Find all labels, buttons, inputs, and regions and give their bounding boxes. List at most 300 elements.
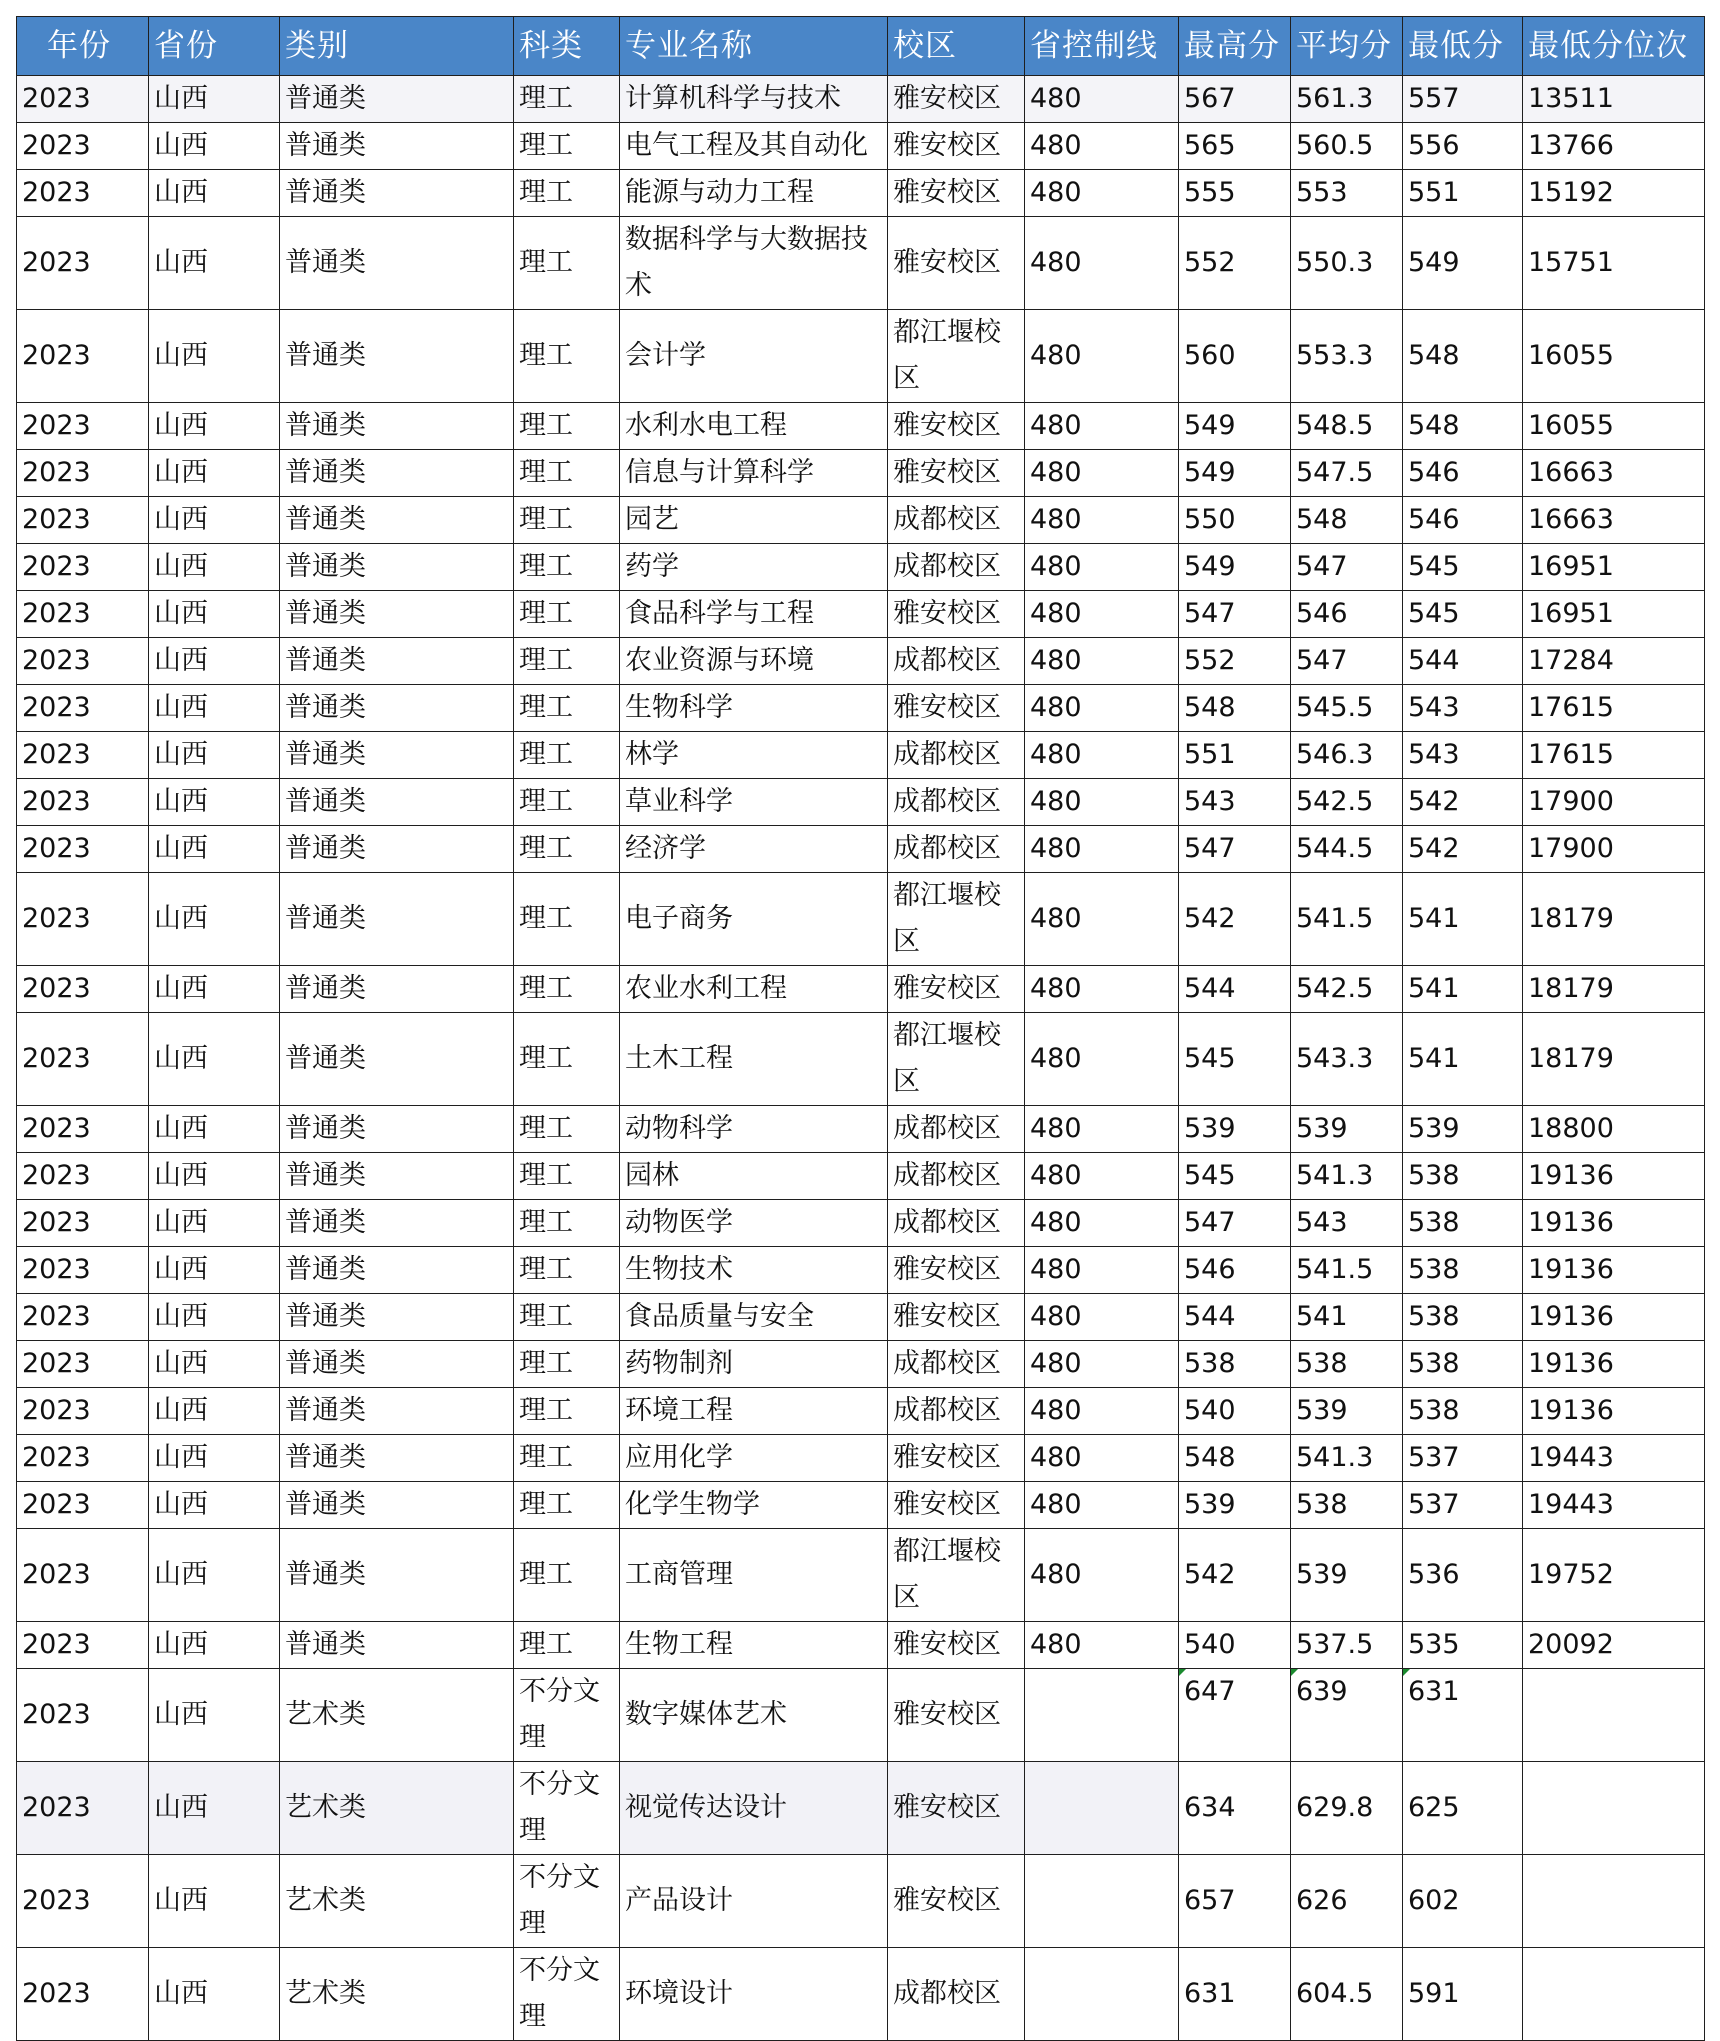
cell-campus: 都江堰校区 (888, 1529, 1025, 1622)
header-control-line: 省控制线 (1025, 17, 1179, 76)
cell-year: 2023 (17, 403, 149, 450)
cell-min-rank: 15751 (1523, 217, 1705, 310)
cell-control-line: 480 (1025, 873, 1179, 966)
cell-major-name: 动物科学 (620, 1106, 888, 1153)
cell-min-rank: 16951 (1523, 591, 1705, 638)
cell-year: 2023 (17, 1153, 149, 1200)
cell-max-score: 634 (1179, 1762, 1291, 1855)
cell-category: 普通类 (280, 966, 514, 1013)
cell-province: 山西 (149, 1341, 280, 1388)
cell-min-score: 546 (1403, 450, 1523, 497)
cell-avg-score: 542.5 (1291, 779, 1403, 826)
cell-year: 2023 (17, 638, 149, 685)
cell-avg-score: 553 (1291, 170, 1403, 217)
cell-campus: 雅安校区 (888, 1855, 1025, 1948)
cell-province: 山西 (149, 1669, 280, 1762)
cell-year: 2023 (17, 1482, 149, 1529)
cell-province: 山西 (149, 1622, 280, 1669)
table-row (17, 310, 1705, 403)
cell-min-score: 602 (1403, 1855, 1523, 1948)
table-row (17, 1341, 1705, 1388)
cell-min-rank: 19136 (1523, 1153, 1705, 1200)
cell-min-score: 591 (1403, 1948, 1523, 2041)
cell-subject-type: 理工 (514, 544, 620, 591)
table-row (17, 450, 1705, 497)
cell-control-line: 480 (1025, 123, 1179, 170)
table-row (17, 1294, 1705, 1341)
cell-control-line: 480 (1025, 1247, 1179, 1294)
cell-year: 2023 (17, 1855, 149, 1948)
cell-min-rank: 19443 (1523, 1482, 1705, 1529)
cell-subject-type: 理工 (514, 310, 620, 403)
cell-major-name: 农业水利工程 (620, 966, 888, 1013)
cell-avg-score: 604.5 (1291, 1948, 1403, 2041)
cell-major-name: 数据科学与大数据技术 (620, 217, 888, 310)
cell-control-line: 480 (1025, 1388, 1179, 1435)
cell-campus: 雅安校区 (888, 403, 1025, 450)
cell-major-name: 农业资源与环境 (620, 638, 888, 685)
cell-year: 2023 (17, 170, 149, 217)
cell-min-rank: 17900 (1523, 779, 1705, 826)
cell-province: 山西 (149, 1247, 280, 1294)
cell-max-score: 540 (1179, 1622, 1291, 1669)
cell-major-name: 经济学 (620, 826, 888, 873)
cell-avg-score: 639 (1291, 1669, 1403, 1762)
cell-max-score: 542 (1179, 873, 1291, 966)
cell-min-score: 546 (1403, 497, 1523, 544)
cell-min-score: 548 (1403, 310, 1523, 403)
cell-year: 2023 (17, 217, 149, 310)
cell-category: 普通类 (280, 544, 514, 591)
cell-year: 2023 (17, 1341, 149, 1388)
cell-max-score: 547 (1179, 591, 1291, 638)
cell-max-score: 552 (1179, 217, 1291, 310)
cell-avg-score: 548 (1291, 497, 1403, 544)
cell-min-score: 538 (1403, 1153, 1523, 1200)
cell-major-name: 电子商务 (620, 873, 888, 966)
cell-province: 山西 (149, 170, 280, 217)
cell-year: 2023 (17, 1435, 149, 1482)
cell-major-name: 食品质量与安全 (620, 1294, 888, 1341)
cell-campus: 雅安校区 (888, 1622, 1025, 1669)
cell-year: 2023 (17, 497, 149, 544)
cell-avg-score: 538 (1291, 1482, 1403, 1529)
cell-subject-type: 理工 (514, 1435, 620, 1482)
table-row (17, 1013, 1705, 1106)
cell-avg-score: 626 (1291, 1855, 1403, 1948)
cell-province: 山西 (149, 450, 280, 497)
cell-province: 山西 (149, 873, 280, 966)
cell-campus: 雅安校区 (888, 1762, 1025, 1855)
cell-min-score: 538 (1403, 1294, 1523, 1341)
cell-major-name: 林学 (620, 732, 888, 779)
cell-category: 普通类 (280, 76, 514, 123)
table-row (17, 1435, 1705, 1482)
cell-major-name: 园艺 (620, 497, 888, 544)
cell-subject-type: 理工 (514, 217, 620, 310)
cell-min-score: 541 (1403, 1013, 1523, 1106)
header-campus: 校区 (888, 17, 1025, 76)
cell-campus: 雅安校区 (888, 450, 1025, 497)
cell-min-rank: 13511 (1523, 76, 1705, 123)
cell-subject-type: 理工 (514, 1106, 620, 1153)
cell-year: 2023 (17, 1948, 149, 2041)
cell-min-score: 551 (1403, 170, 1523, 217)
cell-campus: 成都校区 (888, 497, 1025, 544)
cell-province: 山西 (149, 310, 280, 403)
cell-min-score: 631 (1403, 1669, 1523, 1762)
cell-campus: 雅安校区 (888, 76, 1025, 123)
cell-min-rank: 17284 (1523, 638, 1705, 685)
cell-max-score: 540 (1179, 1388, 1291, 1435)
cell-major-name: 环境工程 (620, 1388, 888, 1435)
cell-province: 山西 (149, 217, 280, 310)
cell-avg-score: 547 (1291, 638, 1403, 685)
cell-max-score: 544 (1179, 1294, 1291, 1341)
cell-subject-type: 不分文理 (514, 1855, 620, 1948)
cell-min-score: 537 (1403, 1482, 1523, 1529)
cell-major-name: 应用化学 (620, 1435, 888, 1482)
table-row (17, 497, 1705, 544)
cell-control-line: 480 (1025, 1153, 1179, 1200)
cell-max-score: 548 (1179, 1435, 1291, 1482)
cell-category: 普通类 (280, 1013, 514, 1106)
cell-campus: 雅安校区 (888, 1482, 1025, 1529)
cell-min-rank: 16951 (1523, 544, 1705, 591)
cell-max-score: 565 (1179, 123, 1291, 170)
table-row (17, 1948, 1705, 2041)
cell-avg-score: 541.3 (1291, 1435, 1403, 1482)
cell-subject-type: 理工 (514, 1200, 620, 1247)
cell-major-name: 生物科学 (620, 685, 888, 732)
cell-subject-type: 理工 (514, 1341, 620, 1388)
cell-subject-type: 理工 (514, 779, 620, 826)
cell-control-line: 480 (1025, 1435, 1179, 1482)
cell-year: 2023 (17, 1200, 149, 1247)
cell-control-line: 480 (1025, 1013, 1179, 1106)
cell-major-name: 化学生物学 (620, 1482, 888, 1529)
cell-avg-score: 543.3 (1291, 1013, 1403, 1106)
header-major-name: 专业名称 (620, 17, 888, 76)
cell-category: 普通类 (280, 1247, 514, 1294)
cell-max-score: 545 (1179, 1153, 1291, 1200)
cell-subject-type: 理工 (514, 1247, 620, 1294)
cell-control-line: 480 (1025, 1341, 1179, 1388)
cell-min-rank (1523, 1669, 1705, 1762)
cell-province: 山西 (149, 966, 280, 1013)
cell-province: 山西 (149, 1013, 280, 1106)
cell-category: 普通类 (280, 1341, 514, 1388)
cell-min-score: 538 (1403, 1388, 1523, 1435)
table-row (17, 1482, 1705, 1529)
table-row (17, 826, 1705, 873)
cell-control-line: 480 (1025, 1622, 1179, 1669)
cell-category: 普通类 (280, 732, 514, 779)
cell-campus: 成都校区 (888, 544, 1025, 591)
cell-avg-score: 545.5 (1291, 685, 1403, 732)
cell-min-score: 536 (1403, 1529, 1523, 1622)
cell-category: 普通类 (280, 685, 514, 732)
cell-campus: 成都校区 (888, 1388, 1025, 1435)
cell-min-rank: 19136 (1523, 1388, 1705, 1435)
cell-control-line (1025, 1948, 1179, 2041)
cell-campus: 雅安校区 (888, 1669, 1025, 1762)
cell-min-score: 541 (1403, 873, 1523, 966)
cell-province: 山西 (149, 732, 280, 779)
cell-major-name: 工商管理 (620, 1529, 888, 1622)
table-row (17, 403, 1705, 450)
cell-year: 2023 (17, 76, 149, 123)
cell-major-name: 能源与动力工程 (620, 170, 888, 217)
cell-min-rank: 19752 (1523, 1529, 1705, 1622)
cell-province: 山西 (149, 1388, 280, 1435)
table-row (17, 873, 1705, 966)
cell-control-line: 480 (1025, 497, 1179, 544)
cell-control-line: 480 (1025, 1200, 1179, 1247)
header-avg-score: 平均分 (1291, 17, 1403, 76)
cell-major-name: 计算机科学与技术 (620, 76, 888, 123)
cell-min-rank: 19136 (1523, 1341, 1705, 1388)
cell-category: 艺术类 (280, 1855, 514, 1948)
cell-subject-type: 理工 (514, 1622, 620, 1669)
table-row (17, 1529, 1705, 1622)
cell-control-line: 480 (1025, 1529, 1179, 1622)
table-row (17, 1388, 1705, 1435)
cell-max-score: 657 (1179, 1855, 1291, 1948)
cell-avg-score: 541 (1291, 1294, 1403, 1341)
cell-avg-score: 561.3 (1291, 76, 1403, 123)
cell-max-score: 549 (1179, 403, 1291, 450)
cell-min-score: 542 (1403, 826, 1523, 873)
cell-major-name: 土木工程 (620, 1013, 888, 1106)
cell-campus: 雅安校区 (888, 1435, 1025, 1482)
table-row (17, 76, 1705, 123)
cell-min-score: 545 (1403, 591, 1523, 638)
cell-avg-score: 539 (1291, 1529, 1403, 1622)
cell-min-rank: 17900 (1523, 826, 1705, 873)
cell-category: 普通类 (280, 1482, 514, 1529)
cell-category: 普通类 (280, 310, 514, 403)
cell-province: 山西 (149, 1762, 280, 1855)
cell-category: 普通类 (280, 638, 514, 685)
cell-min-rank: 18800 (1523, 1106, 1705, 1153)
cell-min-rank (1523, 1762, 1705, 1855)
cell-campus: 成都校区 (888, 1341, 1025, 1388)
table-row (17, 1855, 1705, 1948)
cell-category: 普通类 (280, 1153, 514, 1200)
table-row (17, 1762, 1705, 1855)
cell-min-rank: 19443 (1523, 1435, 1705, 1482)
cell-subject-type: 理工 (514, 403, 620, 450)
cell-campus: 成都校区 (888, 638, 1025, 685)
cell-max-score: 550 (1179, 497, 1291, 544)
cell-subject-type: 理工 (514, 1013, 620, 1106)
table-row (17, 779, 1705, 826)
cell-avg-score: 543 (1291, 1200, 1403, 1247)
cell-province: 山西 (149, 685, 280, 732)
cell-control-line: 480 (1025, 544, 1179, 591)
cell-avg-score: 629.8 (1291, 1762, 1403, 1855)
cell-province: 山西 (149, 1948, 280, 2041)
cell-subject-type: 理工 (514, 826, 620, 873)
cell-control-line: 480 (1025, 76, 1179, 123)
cell-min-rank (1523, 1855, 1705, 1948)
cell-subject-type: 理工 (514, 1153, 620, 1200)
cell-min-score: 548 (1403, 403, 1523, 450)
cell-major-name: 电气工程及其自动化 (620, 123, 888, 170)
table-row (17, 1153, 1705, 1200)
cell-control-line: 480 (1025, 403, 1179, 450)
cell-category: 普通类 (280, 591, 514, 638)
cell-avg-score: 541.5 (1291, 873, 1403, 966)
table-row (17, 217, 1705, 310)
cell-province: 山西 (149, 76, 280, 123)
cell-min-rank: 20092 (1523, 1622, 1705, 1669)
cell-min-rank: 19136 (1523, 1200, 1705, 1247)
cell-max-score: 538 (1179, 1341, 1291, 1388)
cell-avg-score: 541.3 (1291, 1153, 1403, 1200)
cell-major-name: 视觉传达设计 (620, 1762, 888, 1855)
cell-avg-score: 546 (1291, 591, 1403, 638)
cell-campus: 都江堰校区 (888, 873, 1025, 966)
cell-year: 2023 (17, 873, 149, 966)
cell-control-line (1025, 1855, 1179, 1948)
cell-min-score: 625 (1403, 1762, 1523, 1855)
cell-year: 2023 (17, 1294, 149, 1341)
header-min-rank: 最低分位次 (1523, 17, 1705, 76)
cell-min-rank (1523, 1948, 1705, 2041)
cell-avg-score: 541.5 (1291, 1247, 1403, 1294)
cell-year: 2023 (17, 591, 149, 638)
header-row (17, 17, 1705, 76)
cell-year: 2023 (17, 123, 149, 170)
cell-max-score: 552 (1179, 638, 1291, 685)
admission-scores-table (16, 16, 1705, 2041)
cell-avg-score: 539 (1291, 1388, 1403, 1435)
cell-category: 普通类 (280, 779, 514, 826)
cell-category: 普通类 (280, 873, 514, 966)
cell-max-score: 548 (1179, 685, 1291, 732)
cell-control-line: 480 (1025, 170, 1179, 217)
cell-category: 普通类 (280, 826, 514, 873)
cell-province: 山西 (149, 638, 280, 685)
cell-max-score: 547 (1179, 1200, 1291, 1247)
cell-min-score: 541 (1403, 966, 1523, 1013)
cell-min-score: 545 (1403, 544, 1523, 591)
cell-avg-score: 547 (1291, 544, 1403, 591)
cell-avg-score: 546.3 (1291, 732, 1403, 779)
cell-campus: 雅安校区 (888, 1294, 1025, 1341)
cell-province: 山西 (149, 1855, 280, 1948)
cell-min-rank: 16055 (1523, 403, 1705, 450)
cell-major-name: 食品科学与工程 (620, 591, 888, 638)
cell-control-line: 480 (1025, 1294, 1179, 1341)
cell-category: 普通类 (280, 497, 514, 544)
cell-subject-type: 不分文理 (514, 1669, 620, 1762)
cell-min-rank: 18179 (1523, 873, 1705, 966)
cell-avg-score: 542.5 (1291, 966, 1403, 1013)
cell-year: 2023 (17, 1669, 149, 1762)
cell-province: 山西 (149, 1106, 280, 1153)
header-year: 年份 (17, 17, 149, 76)
table-row (17, 544, 1705, 591)
cell-category: 普通类 (280, 1388, 514, 1435)
table-body (17, 76, 1705, 2041)
table-row (17, 966, 1705, 1013)
cell-min-rank: 19136 (1523, 1247, 1705, 1294)
cell-control-line: 480 (1025, 638, 1179, 685)
cell-category: 普通类 (280, 1294, 514, 1341)
cell-category: 普通类 (280, 1106, 514, 1153)
table-row (17, 1669, 1705, 1762)
cell-major-name: 环境设计 (620, 1948, 888, 2041)
cell-category: 艺术类 (280, 1762, 514, 1855)
cell-control-line (1025, 1762, 1179, 1855)
cell-min-rank: 16055 (1523, 310, 1705, 403)
header-max-score: 最高分 (1179, 17, 1291, 76)
cell-year: 2023 (17, 826, 149, 873)
cell-province: 山西 (149, 1435, 280, 1482)
cell-avg-score: 539 (1291, 1106, 1403, 1153)
cell-min-score: 542 (1403, 779, 1523, 826)
cell-campus: 雅安校区 (888, 1247, 1025, 1294)
cell-control-line: 480 (1025, 310, 1179, 403)
cell-province: 山西 (149, 1200, 280, 1247)
header-category: 类别 (280, 17, 514, 76)
cell-campus: 雅安校区 (888, 217, 1025, 310)
table-row (17, 685, 1705, 732)
cell-max-score: 555 (1179, 170, 1291, 217)
table-row (17, 591, 1705, 638)
cell-min-score: 557 (1403, 76, 1523, 123)
cell-year: 2023 (17, 966, 149, 1013)
cell-min-score: 543 (1403, 732, 1523, 779)
cell-max-score: 539 (1179, 1482, 1291, 1529)
cell-campus: 成都校区 (888, 1948, 1025, 2041)
cell-category: 艺术类 (280, 1948, 514, 2041)
cell-major-name: 水利水电工程 (620, 403, 888, 450)
cell-province: 山西 (149, 1529, 280, 1622)
cell-category: 普通类 (280, 1435, 514, 1482)
cell-max-score: 547 (1179, 826, 1291, 873)
cell-campus: 雅安校区 (888, 685, 1025, 732)
cell-min-score: 538 (1403, 1341, 1523, 1388)
cell-min-rank: 15192 (1523, 170, 1705, 217)
cell-min-score: 539 (1403, 1106, 1523, 1153)
cell-campus: 都江堰校区 (888, 1013, 1025, 1106)
cell-avg-score: 548.5 (1291, 403, 1403, 450)
cell-category: 普通类 (280, 1200, 514, 1247)
cell-campus: 成都校区 (888, 1106, 1025, 1153)
table-row (17, 638, 1705, 685)
cell-province: 山西 (149, 826, 280, 873)
cell-max-score: 549 (1179, 544, 1291, 591)
cell-major-name: 会计学 (620, 310, 888, 403)
cell-campus: 成都校区 (888, 779, 1025, 826)
cell-control-line: 480 (1025, 732, 1179, 779)
cell-campus: 成都校区 (888, 1153, 1025, 1200)
cell-subject-type: 理工 (514, 450, 620, 497)
cell-subject-type: 理工 (514, 1294, 620, 1341)
header-subject-type: 科类 (514, 17, 620, 76)
cell-major-name: 生物技术 (620, 1247, 888, 1294)
cell-max-score: 544 (1179, 966, 1291, 1013)
cell-province: 山西 (149, 544, 280, 591)
cell-subject-type: 理工 (514, 591, 620, 638)
cell-subject-type: 不分文理 (514, 1948, 620, 2041)
cell-avg-score: 547.5 (1291, 450, 1403, 497)
cell-min-score: 535 (1403, 1622, 1523, 1669)
